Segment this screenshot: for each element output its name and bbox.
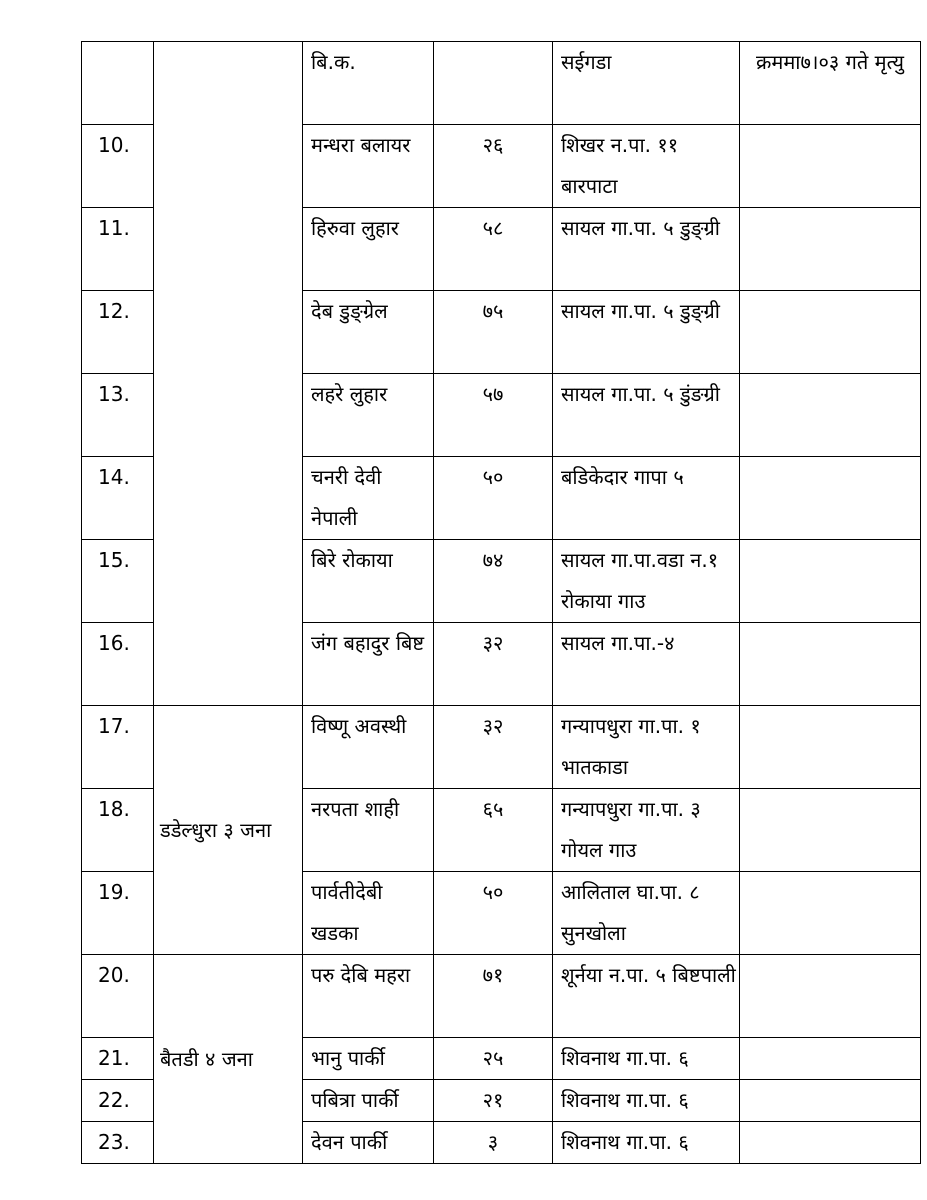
person-name: पार्वतीदेबी खडका: [303, 872, 434, 955]
person-name: देब डुङ्ग्रेल: [303, 291, 434, 374]
person-name: जंग बहादुर बिष्ट: [303, 623, 434, 706]
person-age: ५७: [434, 374, 553, 457]
person-age: ७१: [434, 955, 553, 1038]
district-cell: [154, 42, 303, 706]
person-address: शूर्नया न.पा. ५ बिष्टपाली: [553, 955, 740, 1038]
person-name: पबित्रा पार्की: [303, 1080, 434, 1122]
serial-number: 16.: [82, 623, 154, 706]
person-name: हिरुवा लुहार: [303, 208, 434, 291]
serial-number: 22.: [82, 1080, 154, 1122]
remarks-cell: [740, 1038, 921, 1080]
person-age: ३२: [434, 706, 553, 789]
person-age: २५: [434, 1038, 553, 1080]
remarks-cell: [740, 208, 921, 291]
person-address: गन्यापधुरा गा.पा. १ भातकाडा: [553, 706, 740, 789]
serial-number: 12.: [82, 291, 154, 374]
cell-age: [434, 42, 553, 125]
person-address: सायल गा.पा. ५ डुङ्ग्री: [553, 208, 740, 291]
person-age: ७४: [434, 540, 553, 623]
serial-number: 18.: [82, 789, 154, 872]
remarks-cell: [740, 623, 921, 706]
cell-sn: [82, 42, 154, 125]
district-dadeldhura: डडेल्धुरा ३ जना: [154, 706, 303, 955]
district-baitadi: बैतडी ४ जना: [154, 955, 303, 1164]
person-address: सायल गा.पा. ५ डुङ्ग्री: [553, 291, 740, 374]
person-name: परु देबि महरा: [303, 955, 434, 1038]
person-age: ५०: [434, 457, 553, 540]
serial-number: 14.: [82, 457, 154, 540]
person-name: विष्णू अवस्थी: [303, 706, 434, 789]
person-address: सायल गा.पा. ५ डुंङग्री: [553, 374, 740, 457]
remarks-cell: [740, 374, 921, 457]
person-age: २६: [434, 125, 553, 208]
person-address: सायल गा.पा.-४: [553, 623, 740, 706]
serial-number: 10.: [82, 125, 154, 208]
serial-number: 17.: [82, 706, 154, 789]
remarks-cell: [740, 291, 921, 374]
caste-header: बि.क.: [303, 42, 434, 125]
person-age: ५८: [434, 208, 553, 291]
remarks-cell: [740, 540, 921, 623]
person-address: बडिकेदार गापा ५: [553, 457, 740, 540]
remarks-cell: [740, 789, 921, 872]
death-note: क्रममा७।०३ गते मृत्यु: [740, 42, 921, 125]
remarks-cell: [740, 125, 921, 208]
person-name: चनरी देवी नेपाली: [303, 457, 434, 540]
person-name: लहरे लुहार: [303, 374, 434, 457]
remarks-cell: [740, 955, 921, 1038]
person-address: शिखर न.पा. ११ बारपाटा: [553, 125, 740, 208]
person-name: भानु पार्की: [303, 1038, 434, 1080]
person-address: शिवनाथ गा.पा. ६: [553, 1122, 740, 1164]
person-name: देवन पार्की: [303, 1122, 434, 1164]
person-name: बिरे रोकाया: [303, 540, 434, 623]
person-age: ७५: [434, 291, 553, 374]
serial-number: 15.: [82, 540, 154, 623]
person-address: गन्यापधुरा गा.पा. ३ गोयल गाउ: [553, 789, 740, 872]
table-row: [82, 706, 921, 789]
serial-number: 23.: [82, 1122, 154, 1164]
person-address: शिवनाथ गा.पा. ६: [553, 1038, 740, 1080]
serial-number: 13.: [82, 374, 154, 457]
remarks-cell: [740, 457, 921, 540]
remarks-cell: [740, 872, 921, 955]
person-address: शिवनाथ गा.पा. ६: [553, 1080, 740, 1122]
person-age: ३: [434, 1122, 553, 1164]
person-age: ५०: [434, 872, 553, 955]
serial-number: 20.: [82, 955, 154, 1038]
person-address: आलिताल घा.पा. ८ सुनखोला: [553, 872, 740, 955]
remarks-cell: [740, 1122, 921, 1164]
person-age: ६५: [434, 789, 553, 872]
table-header-row: [82, 42, 921, 125]
person-address: सायल गा.पा.वडा न.१ रोकाया गाउ: [553, 540, 740, 623]
victims-table: [81, 41, 921, 1164]
person-age: २१: [434, 1080, 553, 1122]
table-row: [82, 955, 921, 1038]
remarks-cell: [740, 706, 921, 789]
person-name: मन्धरा बलायर: [303, 125, 434, 208]
serial-number: 21.: [82, 1038, 154, 1080]
remarks-cell: [740, 1080, 921, 1122]
serial-number: 19.: [82, 872, 154, 955]
person-age: ३२: [434, 623, 553, 706]
place-header: सईगडा: [553, 42, 740, 125]
person-name: नरपता शाही: [303, 789, 434, 872]
serial-number: 11.: [82, 208, 154, 291]
